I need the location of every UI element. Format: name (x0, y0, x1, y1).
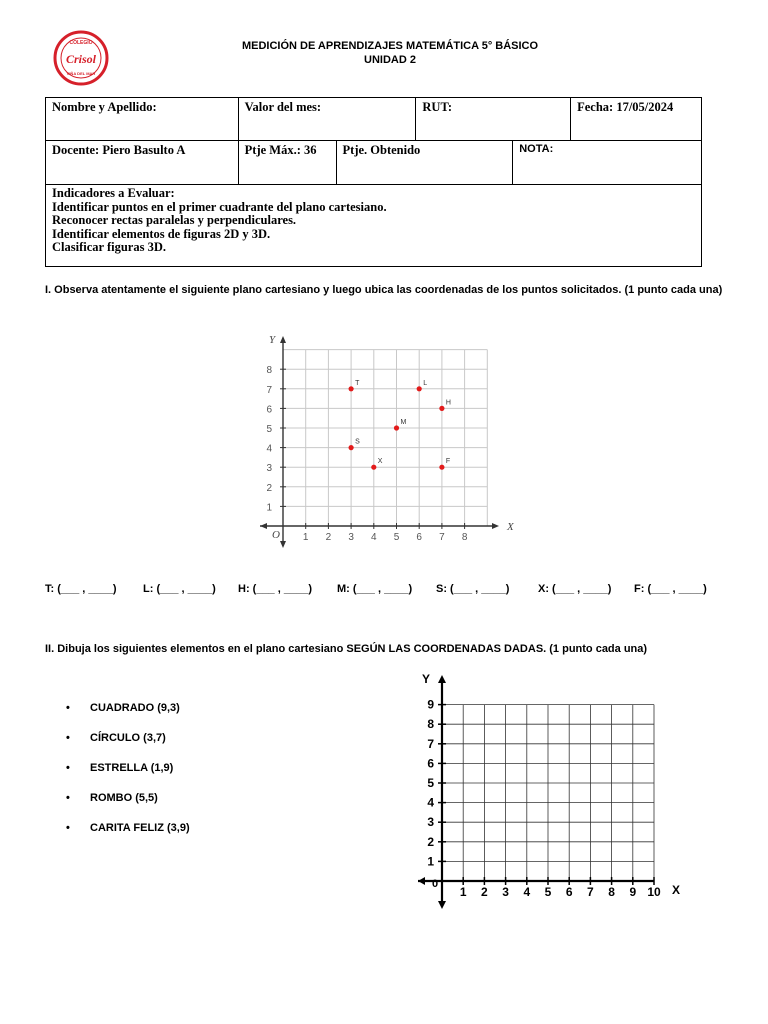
x-tick-label: 4 (523, 885, 531, 899)
origin-label: 0 (431, 878, 439, 890)
page-subtitle: UNIDAD 2 (364, 54, 416, 66)
y-tick-label: 1 (427, 854, 434, 869)
x-tick-label: 6 (416, 532, 422, 543)
svg-text:Crisol: Crisol (65, 52, 97, 66)
x-tick-label: 8 (608, 885, 615, 899)
x-tick-label: 3 (348, 532, 354, 543)
y-axis-arrow-top (438, 675, 446, 683)
cartesian-plot-blank (418, 667, 693, 912)
answer-l[interactable]: L: (___ , ____) (143, 583, 216, 595)
origin-label: O (272, 529, 280, 541)
data-point-m (394, 425, 399, 430)
y-tick-label: 6 (427, 756, 434, 771)
y-tick-label: 7 (266, 384, 272, 396)
data-point-t (349, 386, 354, 391)
list-item: • CÍRCULO (3,7) (66, 732, 166, 744)
x-axis-arrow-right (492, 523, 499, 529)
point-label-m: M (400, 419, 407, 426)
list-item: • ROMBO (5,5) (66, 792, 158, 804)
y-tick-label: 8 (427, 717, 434, 732)
x-axis-arrow-left (418, 877, 425, 885)
y-tick-label: 6 (266, 404, 272, 416)
x-tick-label: 9 (629, 885, 637, 899)
data-point-h (439, 406, 444, 411)
nota-field[interactable]: NOTA: (513, 141, 702, 185)
answer-h[interactable]: H: (___ , ____) (238, 583, 312, 595)
y-tick-label: 2 (427, 834, 434, 849)
svg-text:VIÑA DEL MAR: VIÑA DEL MAR (66, 71, 96, 76)
x-axis-arrow-left (260, 523, 267, 529)
data-point-l (417, 386, 422, 391)
list-item: • CARITA FELIZ (3,9) (66, 822, 190, 834)
y-tick-label: 1 (266, 502, 272, 514)
x-axis-label: X (671, 883, 681, 897)
page-title: MEDICIÓN DE APRENDIZAJES MATEMÁTICA 5° BÁSICO (241, 40, 539, 52)
indicador-item: Identificar puntos en el primer cuadrante del plano cartesiano. (52, 199, 387, 214)
school-logo (52, 30, 110, 86)
x-tick-label: 6 (565, 885, 573, 899)
section1-instruction: I. Observa atentamente el siguiente plano cartesiano y luego ubica las coordenadas de los puntos solicitados. (1 punto cada una) (45, 284, 723, 296)
indicadores-title: Indicadores a Evaluar: (52, 186, 175, 200)
student-info-table (45, 97, 702, 267)
x-tick-label: 2 (325, 532, 332, 543)
data-point-x (371, 465, 376, 470)
point-label-l: L (423, 379, 428, 387)
x-tick-label: 2 (481, 885, 488, 899)
y-tick-label: 7 (427, 736, 434, 751)
indicador-item: Identificar elementos de figuras 2D y 3D. (52, 226, 271, 241)
list-item: • CUADRADO (9,3) (66, 702, 180, 714)
data-point-s (349, 445, 354, 450)
point-label-f: F (445, 458, 451, 466)
list-item: • ESTRELLA (1,9) (66, 762, 174, 774)
x-tick-label: 7 (439, 532, 445, 543)
answer-s[interactable]: S: (___ , ____) (436, 583, 510, 595)
indicador-item: Reconocer rectas paralelas y perpendiculares. (52, 213, 297, 227)
x-tick-label: 1 (459, 885, 467, 899)
x-tick-label: 7 (587, 885, 594, 899)
x-tick-label: 4 (371, 532, 377, 543)
y-tick-label: 4 (427, 795, 434, 810)
cartesian-plot-points (250, 328, 525, 553)
indicador-item: Clasificar figuras 3D. (52, 240, 166, 254)
fecha-field: Fecha: 17/05/2024 (571, 98, 702, 141)
x-tick-label: 1 (302, 532, 309, 543)
y-axis-label: Y (269, 334, 276, 346)
valor-field[interactable]: Valor del mes: (238, 98, 416, 141)
y-tick-label: 3 (266, 463, 272, 475)
y-axis-label: Y (421, 672, 431, 686)
x-axis-label: X (507, 521, 514, 533)
y-tick-label: 9 (427, 697, 434, 712)
y-axis-arrow-top (280, 336, 286, 343)
x-tick-label: 8 (461, 532, 468, 543)
answer-f[interactable]: F: (___ , ____) (634, 583, 707, 595)
indicadores-box (46, 185, 702, 267)
answer-x[interactable]: X: (___ , ____) (538, 583, 612, 595)
svg-text:COLEGIO: COLEGIO (69, 40, 93, 46)
y-axis-arrow-bottom (438, 901, 446, 909)
y-tick-label: 4 (266, 443, 272, 455)
x-tick-label: 5 (544, 885, 552, 899)
y-tick-label: 8 (266, 365, 272, 377)
x-tick-label: 3 (502, 885, 509, 899)
ptje-max-field: Ptje Máx.: 36 (238, 141, 336, 185)
docente-field: Docente: Piero Basulto A (46, 141, 239, 185)
y-tick-label: 5 (427, 776, 434, 790)
ptje-obtenido-field[interactable]: Ptje. Obtenido (336, 141, 513, 185)
data-point-f (439, 465, 444, 470)
point-label-x: X (377, 458, 383, 466)
point-label-h: H (445, 399, 451, 407)
x-tick-label: 10 (647, 885, 661, 899)
y-tick-label: 3 (427, 815, 434, 830)
answer-m[interactable]: M: (___ , ____) (337, 583, 413, 595)
y-axis-arrow-bottom (280, 541, 286, 548)
nombre-field[interactable]: Nombre y Apellido: (46, 98, 239, 141)
section2-instruction: II. Dibuja los siguientes elementos en el plano cartesiano SEGÚN LAS COORDENADAS DADAS. (1 punto cada una) (45, 643, 648, 655)
point-label-s: S (355, 438, 360, 446)
point-label-t: T (355, 379, 360, 387)
answer-t[interactable]: T: (___ , ____) (45, 583, 117, 595)
y-tick-label: 5 (266, 424, 272, 435)
x-tick-label: 5 (393, 532, 400, 543)
rut-field[interactable]: RUT: (416, 98, 571, 141)
y-tick-label: 2 (266, 482, 272, 494)
